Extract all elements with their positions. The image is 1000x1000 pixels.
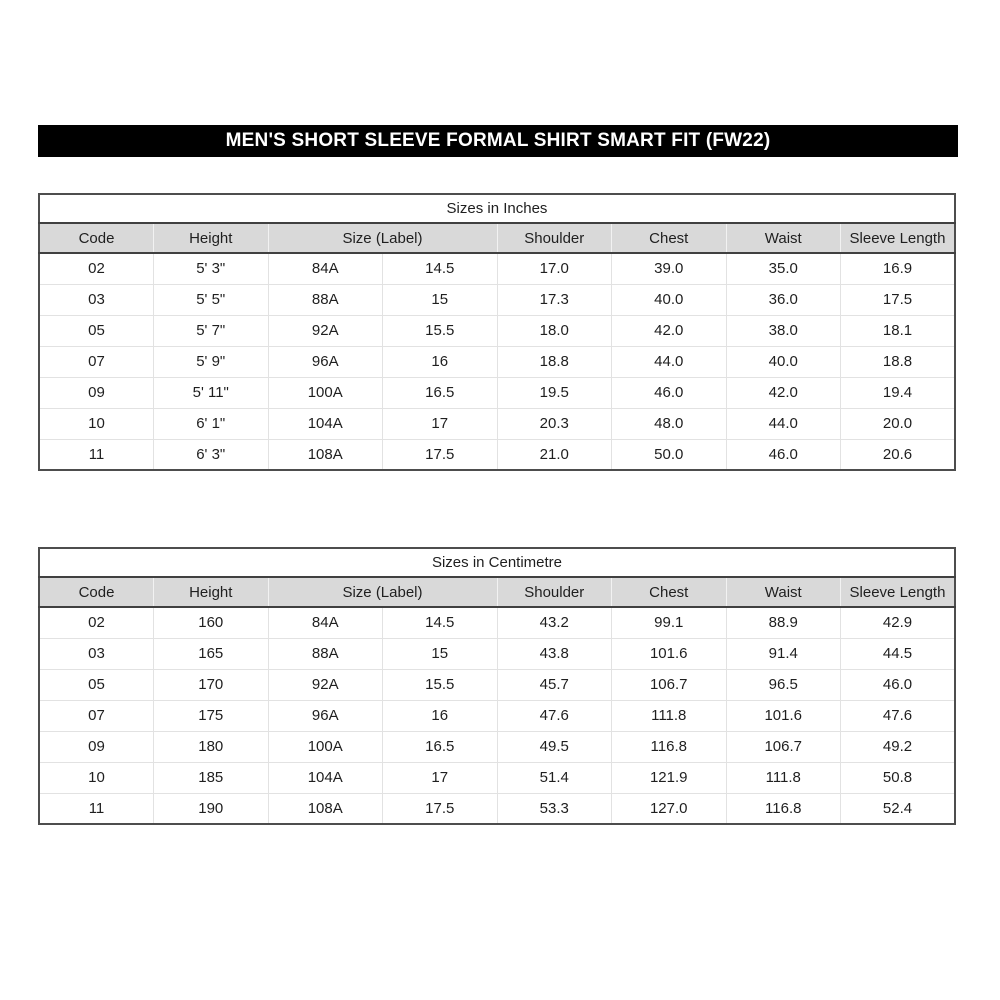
column-header-sleeve-length: Sleeve Length	[841, 577, 956, 607]
table-cell: 104A	[268, 408, 383, 439]
table-cell: 14.5	[383, 253, 498, 284]
column-header-code: Code	[39, 223, 154, 253]
table-cell: 53.3	[497, 793, 612, 824]
column-header-waist: Waist	[726, 223, 841, 253]
column-header-sleeve-length: Sleeve Length	[841, 223, 956, 253]
table-cell: 92A	[268, 315, 383, 346]
table-cell: 20.6	[841, 439, 956, 470]
table-row	[39, 284, 955, 315]
table-title: Sizes in Centimetre	[39, 548, 955, 577]
sizes-in-inches-table	[38, 193, 956, 471]
table-cell: 10	[39, 762, 154, 793]
column-header-waist: Waist	[726, 577, 841, 607]
table-cell: 48.0	[612, 408, 727, 439]
column-header-height: Height	[154, 577, 269, 607]
table-row	[39, 253, 955, 284]
table-cell: 11	[39, 439, 154, 470]
table-cell: 02	[88, 260, 105, 278]
table-cell: 88.9	[726, 607, 841, 638]
table-cell: 100A	[268, 731, 383, 762]
table-cell: 101.6	[612, 638, 727, 669]
table-cell: 49.5	[497, 731, 612, 762]
table-cell: 05	[39, 669, 154, 700]
table-row	[39, 638, 955, 669]
table-cell: 180	[154, 731, 269, 762]
table-title: Sizes in Inches	[39, 194, 955, 223]
column-header-code: Code	[39, 577, 154, 607]
table-row	[39, 669, 955, 700]
table-cell: 18.8	[841, 346, 956, 377]
table-cell: 16.5	[383, 731, 498, 762]
table-cell: 40.0	[726, 346, 841, 377]
table-cell: 17.5	[841, 284, 956, 315]
table-row	[39, 346, 955, 377]
table-cell: 44.0	[612, 346, 727, 377]
column-header-height: Height	[154, 223, 269, 253]
table-cell: 15	[383, 638, 498, 669]
table-cell: 170	[154, 669, 269, 700]
table-cell: 18.1	[841, 315, 956, 346]
table-cell: 108A	[268, 793, 383, 824]
table-cell: 50.0	[612, 439, 727, 470]
table-cell: 05	[39, 315, 154, 346]
table-row	[39, 700, 955, 731]
table-cell: 19.5	[497, 377, 612, 408]
table-cell: 35.0	[726, 253, 841, 284]
column-header-size-label: Size (Label)	[268, 577, 497, 607]
table-cell: 49.2	[841, 731, 956, 762]
table-cell: 88A	[268, 284, 383, 315]
table-row	[39, 762, 955, 793]
table-cell: 20.0	[841, 408, 956, 439]
table-cell: 5' 7"	[154, 315, 269, 346]
table-cell: 44.5	[841, 638, 956, 669]
table-cell: 6' 1"	[154, 408, 269, 439]
table-cell: 19.4	[841, 377, 956, 408]
table-cell: 11	[39, 793, 154, 824]
table-cell: 91.4	[726, 638, 841, 669]
table-cell: 84A	[268, 253, 383, 284]
table-cell: 14.5	[383, 607, 498, 638]
page-title: MEN'S SHORT SLEEVE FORMAL SHIRT SMART FIT (FW22)	[225, 130, 771, 151]
table-cell: 175	[154, 700, 269, 731]
table-cell: 165	[154, 638, 269, 669]
table-cell: 21.0	[497, 439, 612, 470]
table-row	[39, 793, 955, 824]
table-cell: 127.0	[612, 793, 727, 824]
table-cell: 18.0	[497, 315, 612, 346]
table-row	[39, 377, 955, 408]
table-cell: 46.0	[726, 439, 841, 470]
table-cell: 16	[383, 700, 498, 731]
table-cell: 03	[39, 284, 154, 315]
column-header-chest: Chest	[612, 577, 727, 607]
table-cell: 45.7	[497, 669, 612, 700]
table-cell: 20.3	[497, 408, 612, 439]
table-cell: 101.6	[726, 700, 841, 731]
table-cell: 111.8	[726, 762, 841, 793]
page-title-banner	[38, 125, 958, 157]
table-cell: 92A	[268, 669, 383, 700]
table-cell: 17.5	[383, 439, 498, 470]
table-cell: 96A	[268, 346, 383, 377]
table-cell: 15.5	[383, 315, 498, 346]
table-cell: 116.8	[612, 731, 727, 762]
table-cell: 02	[88, 614, 105, 632]
table-row	[39, 607, 955, 638]
table-cell: 160	[154, 607, 269, 638]
table-cell: 100A	[268, 377, 383, 408]
table-cell: 40.0	[612, 284, 727, 315]
table-body	[39, 253, 955, 470]
column-header-chest: Chest	[612, 223, 727, 253]
table-cell: 43.2	[497, 607, 612, 638]
table-cell: 09	[39, 377, 154, 408]
table-cell: 17	[383, 762, 498, 793]
table-cell: 108A	[268, 439, 383, 470]
table-cell: 42.0	[726, 377, 841, 408]
table-body	[39, 607, 955, 824]
table-cell: 111.8	[612, 700, 727, 731]
table-row	[39, 731, 955, 762]
table-cell: 96A	[268, 700, 383, 731]
table-cell: 07	[39, 346, 154, 377]
table-cell: 6' 3"	[154, 439, 269, 470]
table-cell: 15	[383, 284, 498, 315]
sizes-in-centimetre-table	[38, 547, 956, 825]
table-row	[39, 315, 955, 346]
table-cell: 15.5	[383, 669, 498, 700]
column-header-size-label: Size (Label)	[268, 223, 497, 253]
table-cell: 18.8	[497, 346, 612, 377]
table-cell: 5' 9"	[154, 346, 269, 377]
table-cell: 36.0	[726, 284, 841, 315]
table-cell: 5' 3"	[154, 253, 269, 284]
table-cell: 52.4	[841, 793, 956, 824]
table-cell: 44.0	[726, 408, 841, 439]
table-cell: 47.6	[841, 700, 956, 731]
table-cell: 121.9	[612, 762, 727, 793]
table-cell: 09	[39, 731, 154, 762]
table-cell: 51.4	[497, 762, 612, 793]
table-cell: 16.9	[841, 253, 956, 284]
table-cell: 46.0	[841, 669, 956, 700]
table-cell: 17.5	[383, 793, 498, 824]
table-header-row	[39, 577, 955, 607]
table-row	[39, 408, 955, 439]
table-cell: 84A	[268, 607, 383, 638]
table-cell: 190	[154, 793, 269, 824]
table-cell: 5' 5"	[154, 284, 269, 315]
table-cell: 38.0	[726, 315, 841, 346]
table-cell: 17	[383, 408, 498, 439]
table-cell: 16	[383, 346, 498, 377]
table-cell: 07	[39, 700, 154, 731]
table-cell: 5' 11"	[154, 377, 269, 408]
table-cell: 99.1	[612, 607, 727, 638]
table-cell: 47.6	[497, 700, 612, 731]
table-cell: 104A	[268, 762, 383, 793]
table-cell: 10	[39, 408, 154, 439]
table-cell: 42.0	[612, 315, 727, 346]
table-cell: 106.7	[726, 731, 841, 762]
table-cell: 88A	[268, 638, 383, 669]
table-cell: 116.8	[726, 793, 841, 824]
column-header-shoulder: Shoulder	[497, 577, 612, 607]
table-cell: 43.8	[497, 638, 612, 669]
table-cell: 16.5	[383, 377, 498, 408]
table-cell: 17.0	[497, 253, 612, 284]
table-cell: 03	[39, 638, 154, 669]
table-header-row	[39, 223, 955, 253]
table-cell: 185	[154, 762, 269, 793]
table-cell: 42.9	[841, 607, 956, 638]
table-cell: 50.8	[841, 762, 956, 793]
column-header-shoulder: Shoulder	[497, 223, 612, 253]
table-cell: 96.5	[726, 669, 841, 700]
table-cell: 17.3	[497, 284, 612, 315]
table-row	[39, 439, 955, 470]
table-cell: 46.0	[612, 377, 727, 408]
table-title-row	[39, 548, 955, 577]
table-cell: 106.7	[612, 669, 727, 700]
table-cell: 39.0	[612, 253, 727, 284]
table-title-row	[39, 194, 955, 223]
